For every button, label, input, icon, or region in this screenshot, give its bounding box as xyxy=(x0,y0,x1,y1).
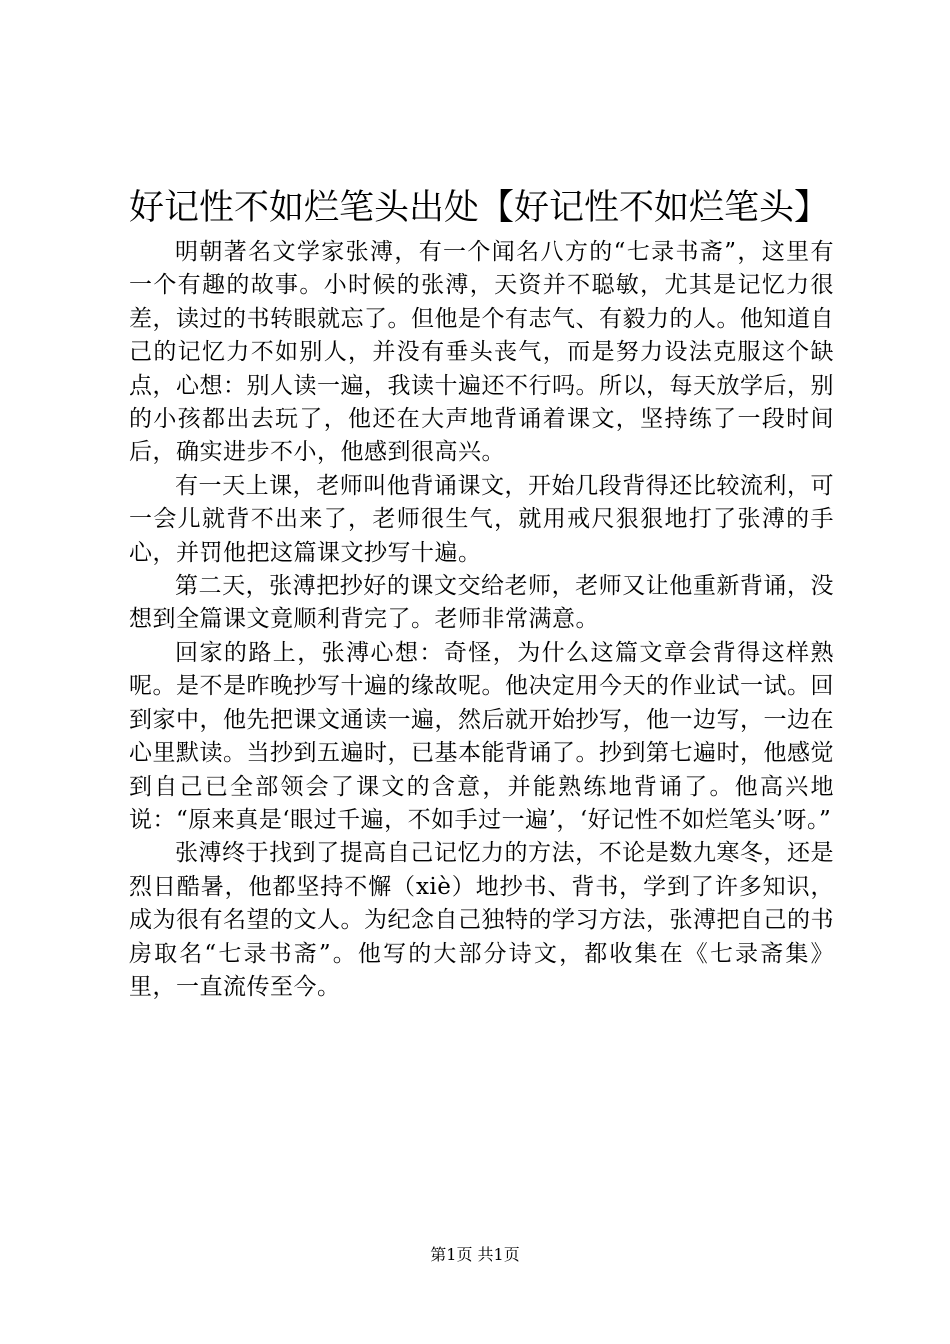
paragraph-1: 明朝著名文学家张溥，有一个闻名八方的“七录书斋”，这里有一个有趣的故事。小时候的张溥，天资并不聪敏，尤其是记忆力很差，读过的书转眼就忘了。但他是个有志气、有毅力的人。他知道自己的记忆力不如别人，并没有垂头丧气，而是努力设法克服这个缺点，心想：别人读一遍，我读十遍还不行吗。所以，每天放学后，别的小孩都出去玩了，他还在大声地背诵着课文，坚持练了一段时间后，确实进步不小，他感到很高兴。 xyxy=(129,239,834,466)
paragraph-5: 张溥终于找到了提高自己记忆力的方法，不论是数九寒冬，还是烈日酷暑，他都坚持不懈（xiè）地抄书、背书，学到了许多知识，成为很有名望的文人。为纪念自己独特的学习方法，张溥把自己的书房取名“七录书斋”。他写的大部分诗文，都收集在《七录斋集》里，一直流传至今。 xyxy=(129,840,834,1000)
page-footer: 第1页 共1页 xyxy=(430,1245,520,1264)
paragraph-2: 有一天上课，老师叫他背诵课文，开始几段背得还比较流利，可一会儿就背不出来了，老师很生气，就用戒尺狠狠地打了张溥的手心，并罚他把这篇课文抄写十遍。 xyxy=(129,472,834,566)
document-body xyxy=(129,236,834,1004)
paragraph-3: 第二天，张溥把抄好的课文交给老师，老师又让他重新背诵，没想到全篇课文竟顺利背完了。老师非常满意。 xyxy=(129,573,834,633)
paragraph-4: 回家的路上，张溥心想：奇怪，为什么这篇文章会背得这样熟呢。是不是昨晚抄写十遍的缘故呢。他决定用今天的作业试一试。回到家中，他先把课文通读一遍，然后就开始抄写，他一边写，一边在心里默读。当抄到五遍时，已基本能背诵了。抄到第七遍时，他感觉到自己已全部领会了课文的含意，并能熟练地背诵了。他高兴地说：“原来真是‘眼过千遍，不如手过一遍’，‘好记性不如烂笔头’呀。” xyxy=(129,639,834,833)
document-title: 好记性不如烂笔头出处【好记性不如烂笔头】 xyxy=(129,188,830,228)
